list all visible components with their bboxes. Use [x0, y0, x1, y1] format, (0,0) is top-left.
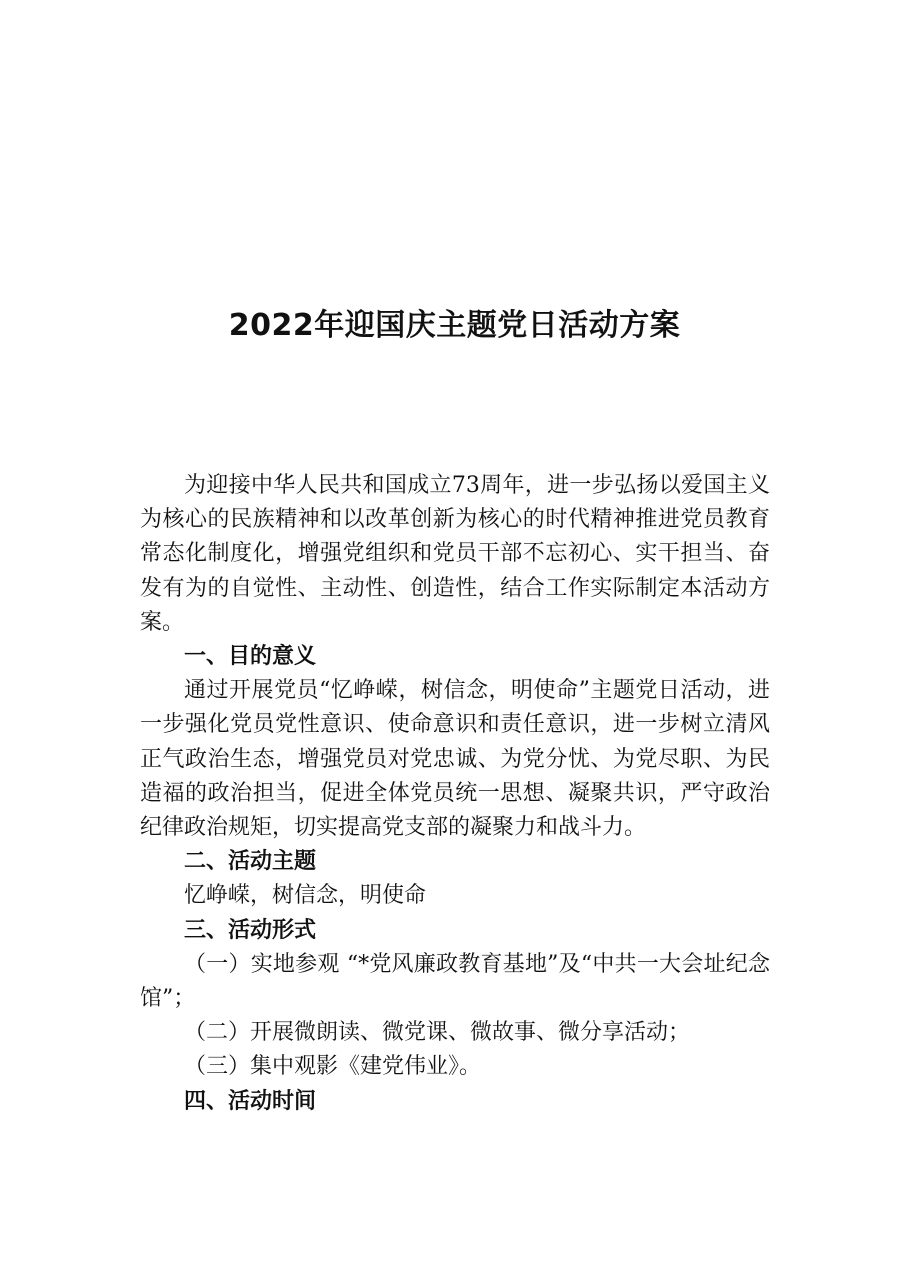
- purpose-paragraph: 通过开展党员“忆峥嵘，树信念，明使命”主题党日活动，进一步强化党员党性意识、使命意识和责任意识，进一步树立清风正气政治生态，增强党员对党忠诚、为党分忧、为党尽职、为民造福的政治担当，促进全体党员统一思想、凝聚共识，严守政治纪律政治规矩，切实提高党支部的凝聚力和战斗力。: [140, 678, 770, 841]
- section-heading-theme: 二、活动主题: [184, 849, 317, 875]
- section-heading-time: 四、活动时间: [184, 1088, 317, 1114]
- intro-paragraph: 为迎接中华人民共和国成立73周年，进一步弘扬以爱国主义为核心的民族精神和以改革创新为核心的时代精神推进党员教育常态化制度化，增强党组织和党员干部不忘初心、实干担当、奋发有为的自觉性、主动性、创造性，结合工作实际制定本活动方案。: [140, 473, 770, 635]
- format-item-2: （二）开展微朗读、微党课、微故事、微分享活动；: [184, 1020, 691, 1046]
- theme-paragraph: 忆峥嵘，树信念，明使命: [184, 883, 427, 909]
- section-heading-purpose: 一、目的意义: [184, 644, 317, 670]
- format-item-1: （一）实地参观 “*党风廉政教育基地”及“中共一大会址纪念馆”；: [140, 951, 770, 1012]
- document-title: 2022年迎国庆主题党日活动方案: [228, 308, 681, 343]
- format-item-3: （三）集中观影《建党伟业》。: [184, 1054, 482, 1080]
- section-heading-format: 三、活动形式: [184, 917, 317, 943]
- document-body: [140, 469, 770, 1119]
